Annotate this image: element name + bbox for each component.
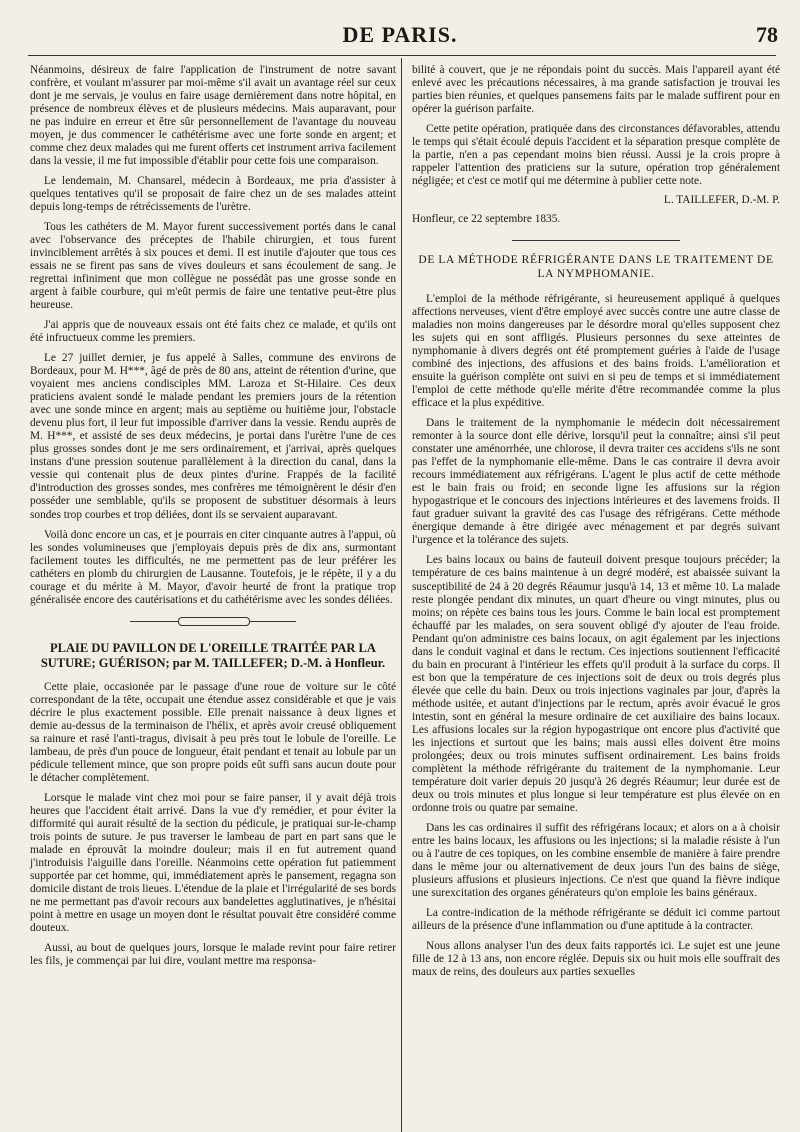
right-column: [412, 64, 780, 979]
left-column: [30, 64, 396, 968]
paragraph: Les bains locaux ou bains de fauteuil doivent presque toujours précéder; la température de ces bains maintenue à un degré modéré, est abaissée suivant la susceptibilité de 24 à 20 degrés Réaumur jusqu'à 14, 13 et même 10. La malade reste plongée pendant dix minutes, un quart d'heure ou vingt minutes, plus ou moins; on répète ces bains tous les jours. Comme le bain local est promptement échauffé par les malades, on sera souvent obligé d'y ajouter de l'eau froide. Pendant qu'on administre ces bains locaux, on agit également par les injections dans le conduit vaginal et dans le rectum. Ces injections soutiennent l'efficacité du bain en procurant à l'intérieur les effets qu'il produit à la surface du corps. Il est bon que la température de ces injections soit de deux ou trois degrés plus élevée que celle du bain. Deux ou trois injections vaginales par jour, d'après la méthode usitée, et autant d'injections par le rectum, après avoir évacué le gros intestin, sont en général la mesure ordinaire de cet auxiliaire des bains locaux. Les affusions locales sur la région hypogastrique ont encore plus d'activité que les injections et surtout que les bains; mais aussi elles doivent être moins prolongées; deux ou trois minutes suffisent ordinairement. Les bains froids complètent la méthode réfrigérante du traitement de la nymphomanie. Leur température doit varier depuis 20 jusqu'à 26 degrés Réaumur; leur durée est de deux ou trois minutes et plus longue si leur température est plus élevée on en ordonne trois ou quatre par semaine.: [412, 554, 780, 814]
paragraph: Tous les cathéters de M. Mayor furent successivement portés dans le canal avec l'observance des préceptes de l'habile chirurgien, et tous furent invinciblement arrêtés à six pouces et demi. Il est inutile d'ajouter que tous ces essais ne se firent pas sans de vives douleurs et sans écoulement de sang. Je regrettai infiniment que mon collègue ne possédât pas une grosse sonde en argent à faible courbure, qui m'eût permis de faire une tentative peut-être plus heureuse.: [30, 221, 396, 312]
page-header: [0, 22, 800, 58]
paragraph: Dans les cas ordinaires il suffit des réfrigérans locaux; et alors on a à choisir entre les bains locaux, les affusions ou les injections; si la maladie résiste à l'un ou à l'autre de ces topiques, on les combine ensemble de manière à faire prendre dans le même jour ou alternativement de deux jours l'un des bains de siège, plusieurs affusions et plusieurs injections. Ce n'est que quand la fièvre indique une surexcitation des organes générateurs qu'on emploie les bains généraux.: [412, 821, 780, 899]
page-number: 78: [756, 22, 778, 47]
ornament-centerpiece: [178, 617, 250, 626]
paragraph: Dans le traitement de la nymphomanie le médecin doit nécessairement remonter à la source dont elle dérive, lorsqu'il peut la connaître; ainsi s'il peut constater une aménorrhée, une chlorose, il devra traiter ces accidens s'ils ne sont pas l'effet de la nymphomanie elle-même. Dans le cas contraire il devra avoir recours immédiatement aux réfrigérans. L'agent le plus actif de cette méthode est le bain frais ou froid; en seconde ligne les affusions sur la région hypogastrique et le concours des injections intérieures et des lavemens froids. Il faut graduer suivant la gravité des cas l'usage des réfrigérans. Cette méthode énergique demande à être dirigée avec ménagement et par degrés suivant l'urgence et la tolérance des sujets.: [412, 417, 780, 547]
page-header-title: DE PARIS.: [342, 22, 458, 47]
paragraph: J'ai appris que de nouveaux essais ont été faits chez ce malade, et qu'ils ont été infructueux comme les premiers.: [30, 319, 396, 345]
paragraph: Le 27 juillet dernier, je fus appelé à Salles, commune des environs de Bordeaux, pour M. H***, âgé de près de 80 ans, atteint de rétention d'urine, que voyaient mes anciens condisciples MM. Laroza et St-Hilaire. Ces deux praticiens avaient sondé le malade pendant les premiers jours de la rétention avec une sonde mince en argent; mais au septième ou huitième jour, l'obstacle devenu plus fort, il leur fut impossible d'arriver dans la vessie. Rendu auprès de M. H***, et assisté de ses deux médecins, je portai dans l'urètre l'une de ces plus grosses sondes dont je me sers ordinairement, et j'arrivai, après quelques instans d'une pression soutenue parallèlement à la direction du canal, dans la vessie qui contenait plus de deux pintes d'urine. Frappés de la facilité d'introduction des grosses sondes, mes confrères me témoignèrent le désir d'en posséder une semblable, qu'ils se proposent de substituer désormais à leurs sondes trop courbes et trop déliées, dont ils se servaient auparavant.: [30, 352, 396, 521]
column-divider: [401, 58, 402, 1132]
date-line: Honfleur, ce 22 septembre 1835.: [412, 213, 561, 226]
ornament-rule: [512, 240, 680, 241]
paragraph: Voilà donc encore un cas, et je pourrais en citer cinquante autres à l'appui, où les sondes volumineuses que j'employais depuis près de dix ans, surmontant facilement toutes les difficultés, ne me permettent pas de leur préférer les cathéters en plomb du chirurgien de Lausanne. Toutefois, je le répète, il y a du courage et du mérite à M. Mayor, d'avoir heurté de front la pratique trop généralisée encore des cautérisations et du cathétérisme avec les sondes déliées.: [30, 528, 396, 606]
paragraph: Lorsque le malade vint chez moi pour se faire panser, il y avait déjà trois heures que l'accident était arrivé. Dans la vue d'y remédier, et pour éviter la difformité qui aurait résulté de la section du pédicule, je pratiquai sur-le-champ trois points de suture. Je pus traverser le lambeau de part en part sans que le malade en éprouvât la moindre douleur; mais il en fut autrement quand j'introduisis l'aiguille dans l'oreille. Néanmoins cette opération fut patiemment supportée par cet homme, qui, immédiatement après le pansement, regagna son domicile distant de trois lieues. L'étendue de la plaie et l'irrégularité de ses bords ne me permettant pas d'avoir recours aux bandelettes agglutinatives, je n'hésitai point à mettre en usage un moyen dont le résultat pouvait être considéré comme douteux.: [30, 791, 396, 934]
paragraph: Nous allons analyser l'un des deux faits rapportés ici. Le sujet est une jeune fille de 12 à 13 ans, non encore réglée. Depuis six ou huit mois elle souffrait des maux de reins, des douleurs aux parties sexuelles: [412, 939, 780, 978]
paragraph: Le lendemain, M. Chansarel, médecin à Bordeaux, me pria d'assister à quelques tentatives qu'il se proposait de faire chez un de ses malades atteint depuis long-temps de rétrécissements de l'urètre.: [30, 175, 396, 214]
paragraph: La contre-indication de la méthode réfrigérante se déduit ici comme partout ailleurs de la présence d'une inflammation ou d'une aptitude à la contracter.: [412, 906, 780, 932]
author-signature: L. TAILLEFER, D.-M. P.: [663, 194, 780, 207]
article-heading: PLAIE DU PAVILLON DE L'OREILLE TRAITÉE PAR LA SUTURE; GUÉRISON; par M. TAILLEFER; D.-M. à Honfleur.: [40, 640, 386, 670]
paragraph: Cette petite opération, pratiquée dans des circonstances défavorables, attendu le temps qui s'était écoulé depuis l'accident et la séparation presque complète de la partie, n'en a pas cependant moins bien réussi. Aussi je la crois propre à rappeler l'attention des praticiens sur la suture, opération trop généralement négligée; et c'est ce motif qui me détermine à publier cette note.: [412, 123, 780, 188]
paragraph: Néanmoins, désireux de faire l'application de l'instrument de notre savant confrère, et voulant m'assurer par moi-même s'il avait un avantage réel sur ceux dont je me servais, je voulus en faire usage dernièrement dans notre hôpital, en présence de nombreux élèves et de plusieurs médecins. Mais auparavant, pour ne pas induire en erreur et être sûr personnellement de l'avantage du nouveau moyen, je dus commencer le cathétérisme avec une forte sonde en argent; et comme chez deux malades qui me furent offerts cet instrument arriva facilement dans la vessie, il me fut impossible d'établir pour cette fois une comparaison.: [30, 64, 396, 168]
header-rule: [28, 55, 776, 56]
paragraph: L'emploi de la méthode réfrigérante, si heureusement appliqué à quelques affections nerveuses, vient d'être employé avec succès contre une autre classe de maladies non moins dangereuses par le désordre moral qu'elles supposent chez les sujets qui en sont affligés. Plusieurs personnes du sexe atteintes de nymphomanie à divers degrés ont été promptement guéries à l'aide de l'usage combiné des injections, des affusions et des bains froids. L'amélioration et ensuite la guérison complète ont suivi en si peu de temps et si immédiatement l'emploi de cette méthode qu'elle mérite d'être recommandée comme la plus efficace et la plus expéditive.: [412, 293, 780, 410]
section-ornament: [30, 607, 396, 635]
article-heading: DE LA MÉTHODE RÉFRIGÉRANTE DANS LE TRAITEMENT DE LA NYMPHOMANIE.: [418, 254, 774, 280]
paragraph: bilité à couvert, que je ne répondais point du succès. Mais l'appareil ayant été enlevé avec les précautions nécessaires, à ma grande satisfaction je trouvai les parties bien réunies, et quelques pansemens faits par le malade suffirent pour en opérer la guérison parfaite.: [412, 64, 780, 116]
section-ornament: [412, 226, 780, 254]
paragraph: Cette plaie, occasionée par le passage d'une roue de voiture sur le côté correspondant de la tête, occupait une étendue assez considérable et que je vais décrire le plus exactement possible. Elle prenait naissance à deux lignes et demie au-dessus de la terminaison de l'hélix, et après avoir creusé obliquement sa rainure et rasé l'anti-tragus, divisait à peu près tout le lobule de l'oreille. Le lambeau, de près d'un pouce de longueur, était pendant et tenait au lobule par un pédicule tellement mince, que son propre poids eût suffi sans aucun doute pour le détacher complètement.: [30, 680, 396, 784]
paragraph: Aussi, au bout de quelques jours, lorsque le malade revint pour faire retirer les fils, je commençai par lui dire, voulant mettre ma responsa-: [30, 941, 396, 967]
